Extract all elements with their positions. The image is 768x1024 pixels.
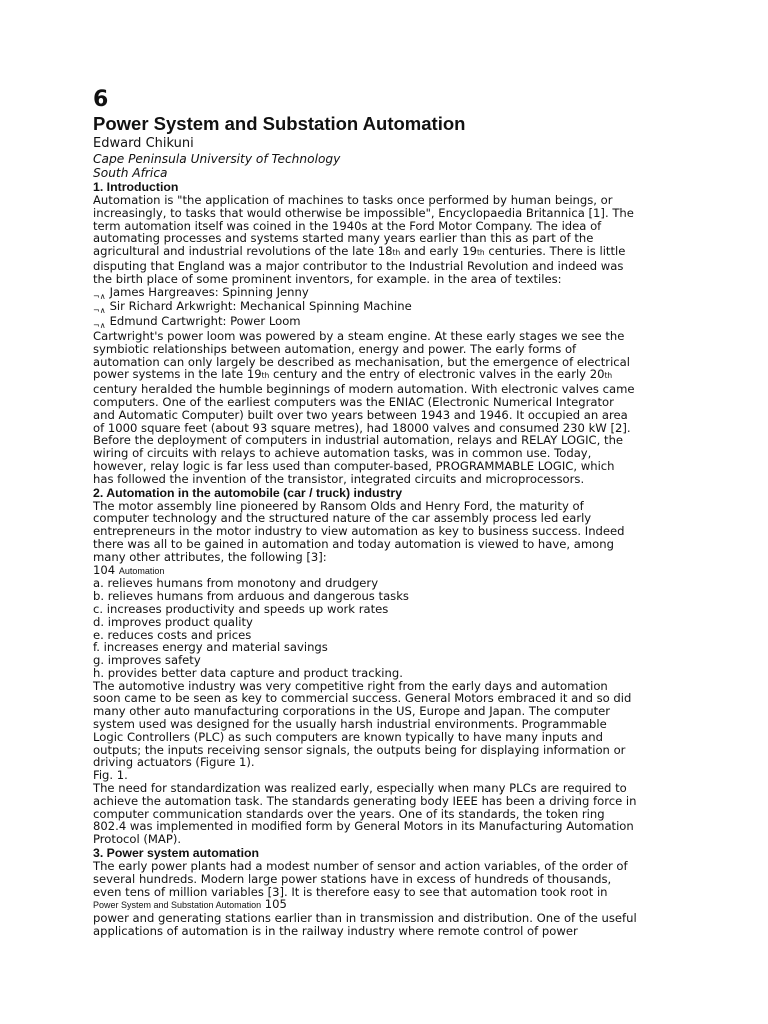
intro-paragraph-3: Before the deployment of computers in industrial automation, relays and RELAY LOGIC, the wiring of circuits with relays to achieve automation tasks, was in common use. Today, however, relay logic is far less used than computer-based, PROGRAMMABLE LOGIC, which has followed the invention of the transistor, integrated circuits and microprocessors.	[93, 433, 624, 486]
automobile-paragraph-3: The need for standardization was realized early, especially when many PLCs are required to achieve the automation task. The standards generating body IEEE has been a driving force in computer communication standards over the years. One of its standards, the token ring 802.4 was implemented in modified form by General Motors in its Manufacturing Automation Protocol (MAP).	[93, 781, 637, 847]
automobile-paragraph-1: The motor assembly line pioneered by Ransom Olds and Henry Ford, the maturity of computer technology and the structured nature of the car assembly process led early entrepreneurs in the motor industry to view automation as key to business success. Indeed there was all to be gained in automation and today automation is viewed to have, among many other attributes, the following [3]:	[93, 498, 625, 564]
figure-caption: Fig. 1.	[93, 768, 128, 783]
inventor-list-item	[93, 300, 638, 315]
text-run: Cartwright's power loom was powered by a steam engine. At these early stages we see the symbiotic relationships between automation, energy and power. The early forms of automation can only largely be described as mechanisation, but the emergence of electrical power systems in the late 19	[93, 328, 630, 382]
section-heading-power-system: 3. Power system automation	[93, 846, 260, 861]
benefit-list-item: h. provides better data capture and product tracking.	[93, 665, 403, 680]
affiliation-university: Cape Peninsula University of Technology	[93, 152, 341, 166]
superscript-th: th	[604, 371, 613, 381]
intro-paragraph-1	[93, 194, 638, 286]
chapter-title: Power System and Substation Automation	[93, 113, 466, 134]
text-run: centuries. There is little disputing that England was a major contributor to the Industrial Revolution and indeed was the birth place of some prominent inventors, for example. in the area of textiles:	[93, 244, 626, 286]
list-item-text: James Hargreaves: Spinning Jenny	[109, 284, 309, 299]
text-run: century heralded the humble beginnings of modern automation. With electronic valves came computers. One of the earliest computers was the ENIAC (Electronic Numerical Integrator and Automatic Computer) built over two years between 1943 and 1946. It occupied an area of 1000 square feet (about 93 square metres), had 18000 valves and consumed 230 kW [2].	[93, 382, 635, 435]
superscript-th: th	[261, 371, 270, 381]
benefit-list-item: b. relieves humans from arduous and dangerous tasks	[93, 589, 409, 604]
bullet-icon: ¬∧	[93, 306, 106, 316]
inventor-list-item	[93, 286, 638, 301]
list-item-text: Edmund Cartwright: Power Loom	[109, 314, 301, 329]
text-run: Automation is "the application of machines to tasks once performed by human beings, or increasingly, to tasks that would otherwise be impossible", Encyclopaedia Britannica [1]. The term automation itself was coined in the 1940s at the Ford Motor Company. The idea of automating processes and systems started many years earlier than this as part of the agricultural and industrial revolutions of the late 18	[93, 193, 634, 259]
bullet-icon: ¬∧	[93, 321, 106, 331]
section-heading-automobile: 2. Automation in the automobile (car / truck) industry	[93, 485, 403, 500]
running-header-text: Automation	[118, 565, 165, 576]
text-run: century and the entry of electronic valves in the early 20	[269, 367, 605, 382]
page-running-footer	[93, 898, 638, 912]
document-page	[93, 88, 638, 938]
text-run: and early 19	[400, 244, 477, 259]
superscript-th: th	[392, 248, 401, 258]
benefit-list-item: f. increases energy and material savings	[93, 640, 328, 655]
affiliation-country: South Africa	[93, 166, 168, 180]
chapter-number: 6	[93, 87, 109, 112]
power-paragraph-1: The early power plants had a modest number of sensor and action variables, of the order of several hundreds. Modern large power stations have in excess of hundreds of thousands, even tens of million variables [3]. It is therefore easy to see that automation took root in	[93, 859, 628, 899]
benefit-list-item: a. relieves humans from monotony and drudgery	[93, 576, 379, 591]
automobile-paragraph-2: The automotive industry was very competitive right from the early days and automation soon came to be seen as key to commercial success. General Motors embraced it and so did many other auto manufacturing corporations in the US, Europe and Japan. The computer system used was designed for the usually harsh industrial environments. Programmable Logic Controllers (PLC) as such computers are known typically to have many inputs and outputs; the inputs receiving sensor signals, the outputs being for displaying information or driving actuators (Figure 1).	[93, 678, 632, 770]
superscript-th: th	[476, 248, 485, 258]
benefit-list-item: d. improves product quality	[93, 614, 253, 629]
bullet-icon: ¬∧	[93, 291, 106, 301]
inventor-list-item	[93, 315, 638, 330]
author-name: Edward Chikuni	[93, 136, 194, 151]
section-heading-introduction: 1. Introduction	[93, 180, 179, 194]
benefit-list-item: g. improves safety	[93, 653, 201, 668]
page-number: 104	[93, 562, 116, 577]
page-running-header	[93, 564, 638, 578]
benefit-list-item: c. increases productivity and speeds up work rates	[93, 601, 389, 616]
page-number: 105	[264, 897, 287, 912]
power-paragraph-2: power and generating stations earlier than in transmission and distribution. One of the useful applications of automation is in the railway industry where remote control of power	[93, 911, 637, 939]
benefit-list-item: e. reduces costs and prices	[93, 627, 252, 642]
running-footer-text: Power System and Substation Automation	[93, 900, 262, 911]
intro-paragraph-2	[93, 330, 638, 434]
list-item-text: Sir Richard Arkwright: Mechanical Spinning Machine	[109, 299, 412, 314]
